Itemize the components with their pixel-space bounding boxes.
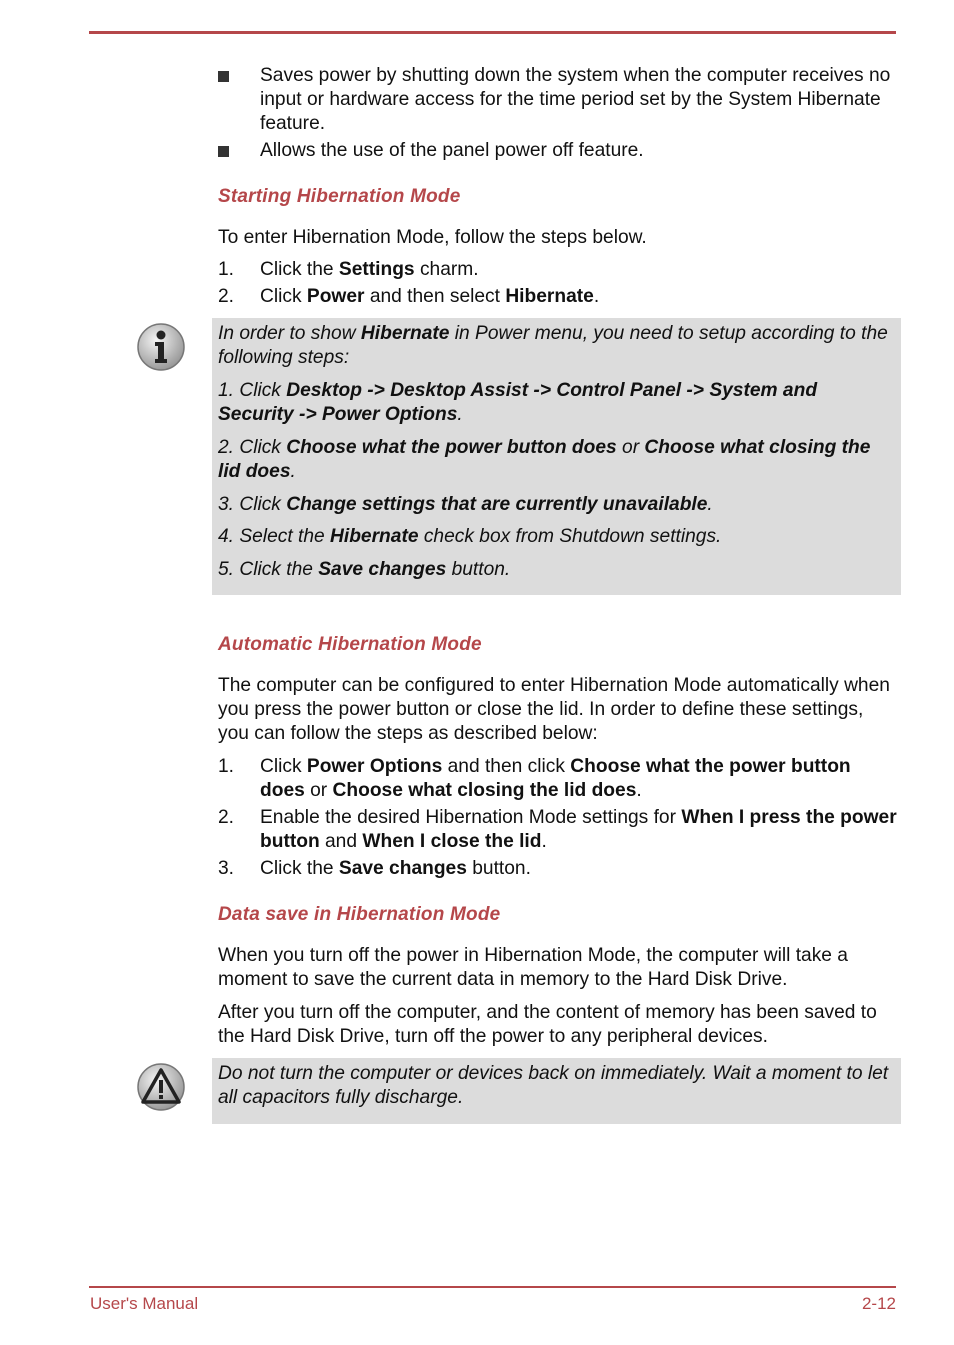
step-text: Click the Save changes button. (260, 858, 531, 879)
starting-intro: To enter Hibernation Mode, follow the steps below. (218, 227, 647, 248)
square-bullet-icon (218, 146, 229, 157)
bullet-text: Saves power by shutting down the system when the computer receives no input or hardware access for the time period set by the System Hibernate feature. (260, 65, 891, 134)
square-bullet-icon (218, 71, 229, 82)
bullet-text: Allows the use of the panel power off feature. (260, 140, 644, 161)
warning-note-text: Do not turn the computer or devices back on immediately. Wait a moment to let all capacitors fully discharge. (218, 1063, 889, 1108)
note-line: 4. Select the Hibernate check box from Shutdown settings. (218, 526, 722, 547)
step-text: Enable the desired Hibernation Mode settings for When I press the power button and When I close the lid. (260, 807, 897, 852)
note-line: 2. Click Choose what the power button does or Choose what closing the lid does. (218, 437, 871, 482)
header-rule (89, 31, 896, 34)
footer-page-number: 2-12 (861, 1294, 896, 1313)
step-number: 3. (218, 858, 235, 879)
step-number: 2. (218, 807, 235, 828)
datasave-para-1: When you turn off the power in Hibernation Mode, the computer will take a moment to save the current data in memory to the Hard Disk Drive. (218, 945, 848, 990)
automatic-intro: The computer can be configured to enter Hibernation Mode automatically when you press the power button or close the lid. In order to define these settings, you can follow the steps as described below: (218, 675, 890, 744)
info-icon (136, 322, 186, 372)
step-text: Click Power and then select Hibernate. (260, 286, 600, 307)
step-text: Click the Settings charm. (260, 259, 479, 280)
datasave-para-2: After you turn off the computer, and the content of memory has been saved to the Hard Disk Drive, turn off the power to any peripheral devices. (218, 1002, 877, 1047)
note-line: In order to show Hibernate in Power menu, you need to setup according to the following steps: (218, 323, 888, 368)
note-line: 1. Click Desktop -> Desktop Assist -> Control Panel -> System and Security -> Power Options. (218, 380, 818, 425)
note-line: 3. Click Change settings that are currently unavailable. (218, 494, 713, 515)
footer-manual-title: User's Manual (90, 1294, 199, 1313)
section-heading-starting: Starting Hibernation Mode (218, 186, 461, 207)
footer-rule (89, 1286, 896, 1288)
step-number: 1. (218, 259, 235, 280)
step-number: 2. (218, 286, 235, 307)
note-line: 5. Click the Save changes button. (218, 559, 511, 580)
step-number: 1. (218, 756, 235, 777)
section-heading-automatic: Automatic Hibernation Mode (218, 634, 482, 655)
warning-icon (136, 1062, 186, 1112)
section-heading-datasave: Data save in Hibernation Mode (218, 904, 501, 925)
step-text: Click Power Options and then click Choose what the power button does or Choose what closing the lid does. (260, 756, 851, 801)
